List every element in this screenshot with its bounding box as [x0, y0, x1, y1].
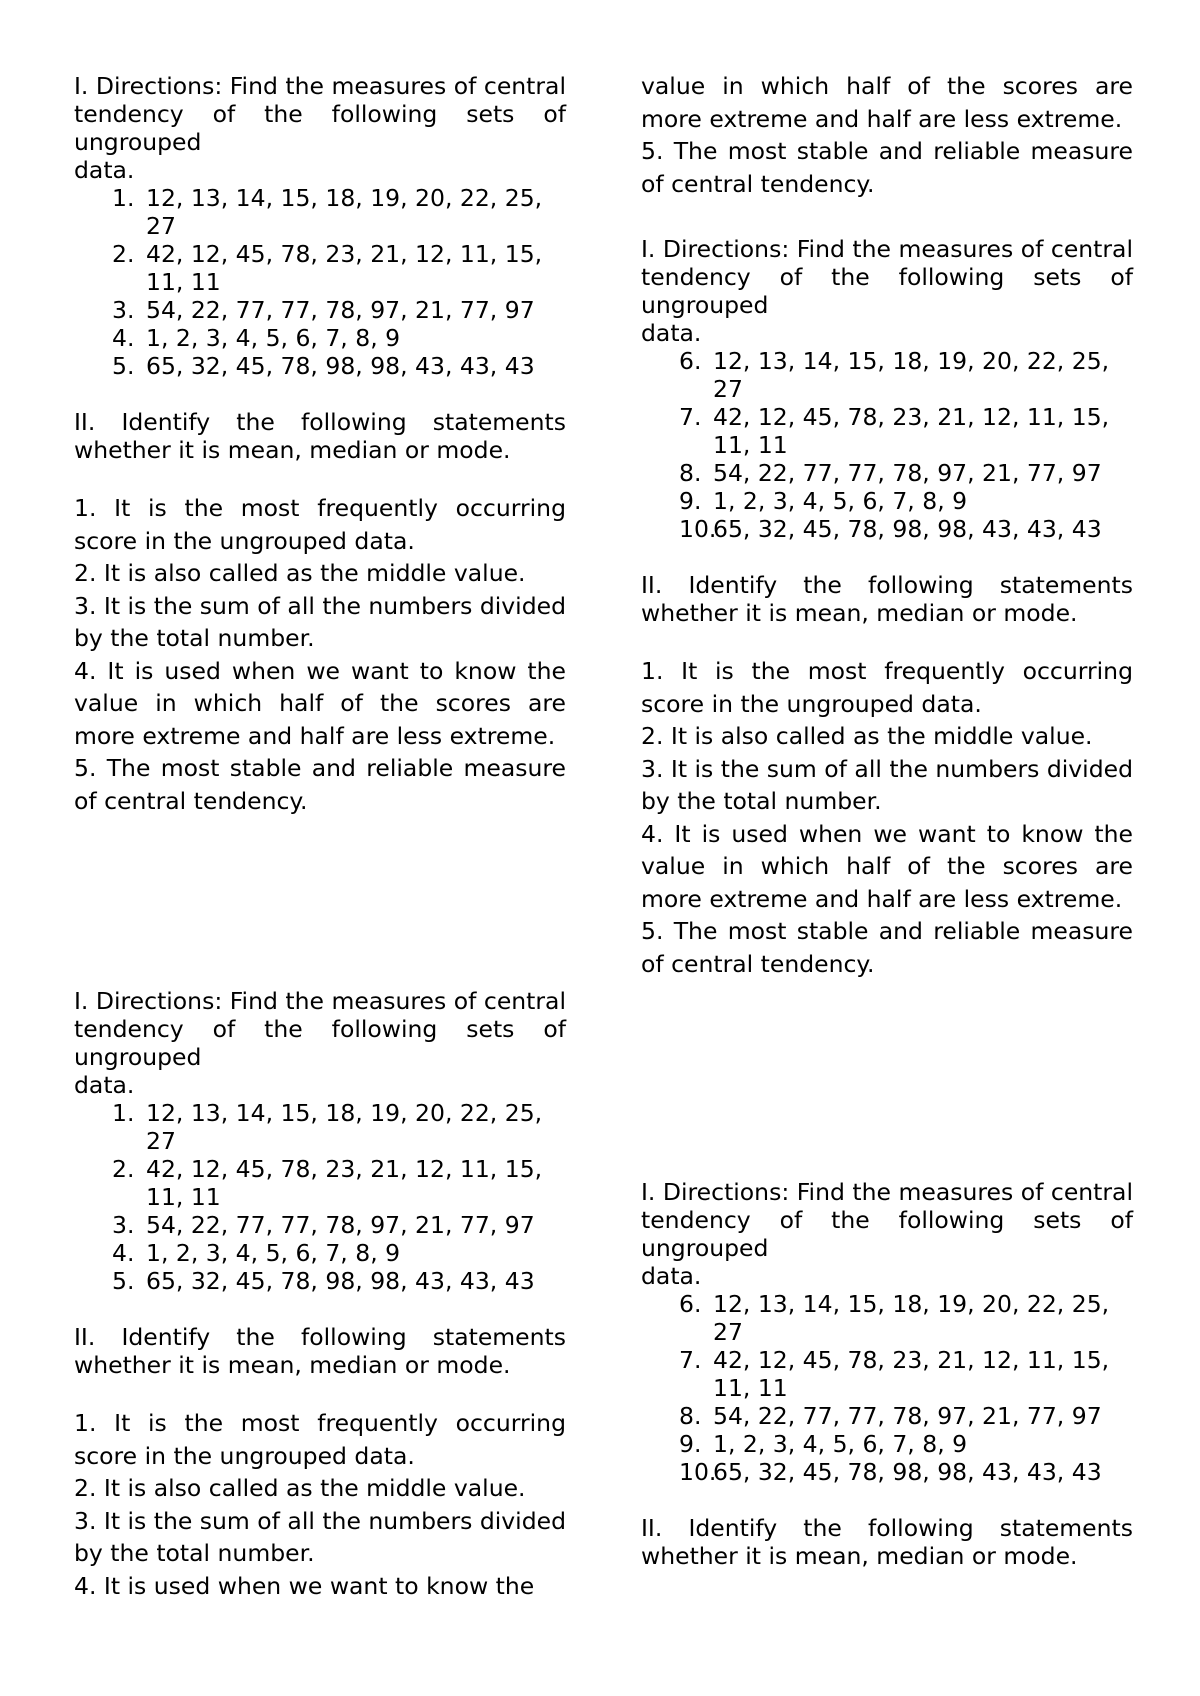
data-set-item: 7. 42, 12, 45, 78, 23, 21, 12, 11, 15, 11, 11 [679, 403, 1110, 459]
statement-2: 2. It is also called as the middle value. [74, 1474, 526, 1502]
statement-5: 5. The most stable and reliable measure of central tendency. [74, 754, 566, 815]
continuation-block [641, 70, 1133, 200]
data-set-list [74, 184, 566, 380]
directions-heading: I. Directions: Find the measures of central tendency of the following sets of ungrouped data. [641, 235, 1133, 347]
identify-heading: II. Identify the following statements whether it is mean, median or mode. [641, 571, 1133, 627]
statement-2: 2. It is also called as the middle value. [74, 559, 526, 587]
data-set-item: 3. 54, 22, 77, 77, 78, 97, 21, 77, 97 [112, 296, 535, 324]
data-set-item: 9. 1, 2, 3, 4, 5, 6, 7, 8, 9 [679, 487, 968, 515]
data-set-item: 8. 54, 22, 77, 77, 78, 97, 21, 77, 97 [679, 1402, 1102, 1430]
data-set-item: 1. 12, 13, 14, 15, 18, 19, 20, 22, 25, 27 [112, 1099, 543, 1155]
directions-heading: I. Directions: Find the measures of central tendency of the following sets of ungrouped data. [74, 72, 566, 184]
data-set-item: 10. 65, 32, 45, 78, 98, 98, 43, 43, 43 [679, 515, 1102, 543]
data-set-item: 10. 65, 32, 45, 78, 98, 98, 43, 43, 43 [679, 1458, 1102, 1486]
data-set-item: 6. 12, 13, 14, 15, 18, 19, 20, 22, 25, 27 [679, 1290, 1110, 1346]
statement-4: 4. It is used when we want to know the value in which half of the scores are more extreme and half are less extreme. [641, 819, 1133, 913]
statement-4-continued: value in which half of the scores are more extreme and half are less extreme. [641, 72, 1133, 133]
left-column [74, 0, 566, 1696]
data-set-list [74, 1099, 566, 1295]
right-column [641, 0, 1133, 1696]
statement-1: 1. It is the most frequently occurring score in the ungrouped data. [74, 1409, 566, 1470]
directions-heading: I. Directions: Find the measures of central tendency of the following sets of ungrouped data. [74, 987, 566, 1099]
worksheet-block-b [74, 987, 566, 1602]
statement-5: 5. The most stable and reliable measure of central tendency. [641, 137, 1133, 198]
statement-4-partial: 4. It is used when we want to know the [74, 1571, 535, 1600]
data-set-item: 2. 42, 12, 45, 78, 23, 21, 12, 11, 15, 11, 11 [112, 1155, 543, 1211]
data-set-list [641, 347, 1133, 543]
data-set-item: 3. 54, 22, 77, 77, 78, 97, 21, 77, 97 [112, 1211, 535, 1239]
data-set-item: 5. 65, 32, 45, 78, 98, 98, 43, 43, 43 [112, 352, 535, 380]
worksheet-block-d [641, 1178, 1133, 1570]
data-set-item: 8. 54, 22, 77, 77, 78, 97, 21, 77, 97 [679, 459, 1102, 487]
statement-1: 1. It is the most frequently occurring score in the ungrouped data. [641, 657, 1133, 718]
statement-4: 4. It is used when we want to know the value in which half of the scores are more extreme and half are less extreme. [74, 656, 566, 750]
data-set-item: 4. 1, 2, 3, 4, 5, 6, 7, 8, 9 [112, 1239, 401, 1267]
identify-heading: II. Identify the following statements whether it is mean, median or mode. [74, 1323, 566, 1379]
statement-3: 3. It is the sum of all the numbers divided by the total number. [74, 1506, 566, 1567]
data-set-item: 2. 42, 12, 45, 78, 23, 21, 12, 11, 15, 11, 11 [112, 240, 543, 296]
worksheet-block-c [641, 235, 1133, 980]
directions-heading: I. Directions: Find the measures of central tendency of the following sets of ungrouped data. [641, 1178, 1133, 1290]
statement-3: 3. It is the sum of all the numbers divided by the total number. [641, 754, 1133, 815]
data-set-item: 5. 65, 32, 45, 78, 98, 98, 43, 43, 43 [112, 1267, 535, 1295]
identify-heading: II. Identify the following statements whether it is mean, median or mode. [641, 1514, 1133, 1570]
statement-3: 3. It is the sum of all the numbers divided by the total number. [74, 591, 566, 652]
statement-1: 1. It is the most frequently occurring score in the ungrouped data. [74, 494, 566, 555]
statement-5: 5. The most stable and reliable measure of central tendency. [641, 917, 1133, 978]
data-set-item: 9. 1, 2, 3, 4, 5, 6, 7, 8, 9 [679, 1430, 968, 1458]
data-set-item: 6. 12, 13, 14, 15, 18, 19, 20, 22, 25, 27 [679, 347, 1110, 403]
statement-2: 2. It is also called as the middle value. [641, 722, 1093, 750]
data-set-item: 1. 12, 13, 14, 15, 18, 19, 20, 22, 25, 27 [112, 184, 543, 240]
identify-heading: II. Identify the following statements whether it is mean, median or mode. [74, 408, 566, 464]
data-set-list [641, 1290, 1133, 1486]
data-set-item: 4. 1, 2, 3, 4, 5, 6, 7, 8, 9 [112, 324, 401, 352]
worksheet-block-a [74, 72, 566, 817]
data-set-item: 7. 42, 12, 45, 78, 23, 21, 12, 11, 15, 11, 11 [679, 1346, 1110, 1402]
